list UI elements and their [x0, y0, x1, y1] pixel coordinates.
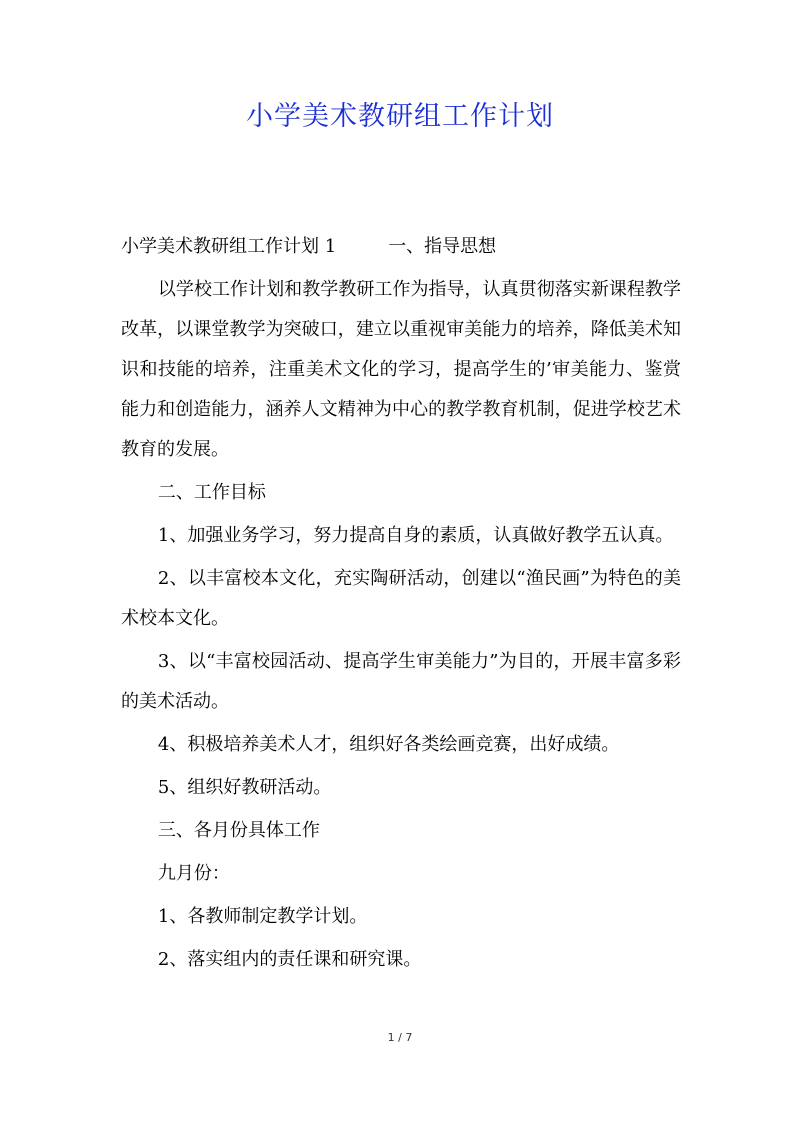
- section-heading: 一、指导思想: [388, 236, 497, 257]
- document-title: 小学美术教研组工作计划: [246, 101, 554, 132]
- list-item: 4、积极培养美术人才，组织好各类绘画竞赛，出好成绩。: [157, 734, 620, 755]
- month-heading: 九月份：: [157, 863, 230, 884]
- list-item: 5、组织好教研活动。: [157, 777, 332, 798]
- document-subtitle: 小学美术教研组工作计划 1: [121, 236, 337, 257]
- heading-line: [121, 227, 681, 267]
- section-heading: 三、各月份具体工作: [157, 820, 320, 841]
- page-indicator: 1 / 7: [387, 1031, 413, 1044]
- list-item: 2、落实组内的责任课和研究课。: [157, 949, 422, 970]
- list-item: 2、以丰富校本文化，充实陶研活动，创建以“渔民画”为特色的美术校本文化。: [121, 568, 681, 629]
- list-item: 1、各教师制定教学计划。: [157, 906, 368, 927]
- paragraph: 以学校工作计划和教学教研工作为指导，认真贯彻落实新课程教学改革，以课堂教学为突破口，建立以重视审美能力的培养，降低美术知识和技能的培养，注重美术文化的学习，提高学生的’审美能力、鉴赏能力和创造能力，涵养人文精神为中心的教学教育机制，促进学校艺术教育的发展。: [121, 279, 681, 460]
- document-body: [121, 227, 681, 983]
- list-item: 3、以“丰富校园活动、提高学生审美能力”为目的，开展丰富多彩的美术活动。: [121, 651, 681, 712]
- list-item: 1、加强业务学习，努力提高自身的素质，认真做好教学五认真。: [157, 525, 674, 546]
- section-heading: 二、工作目标: [157, 482, 266, 503]
